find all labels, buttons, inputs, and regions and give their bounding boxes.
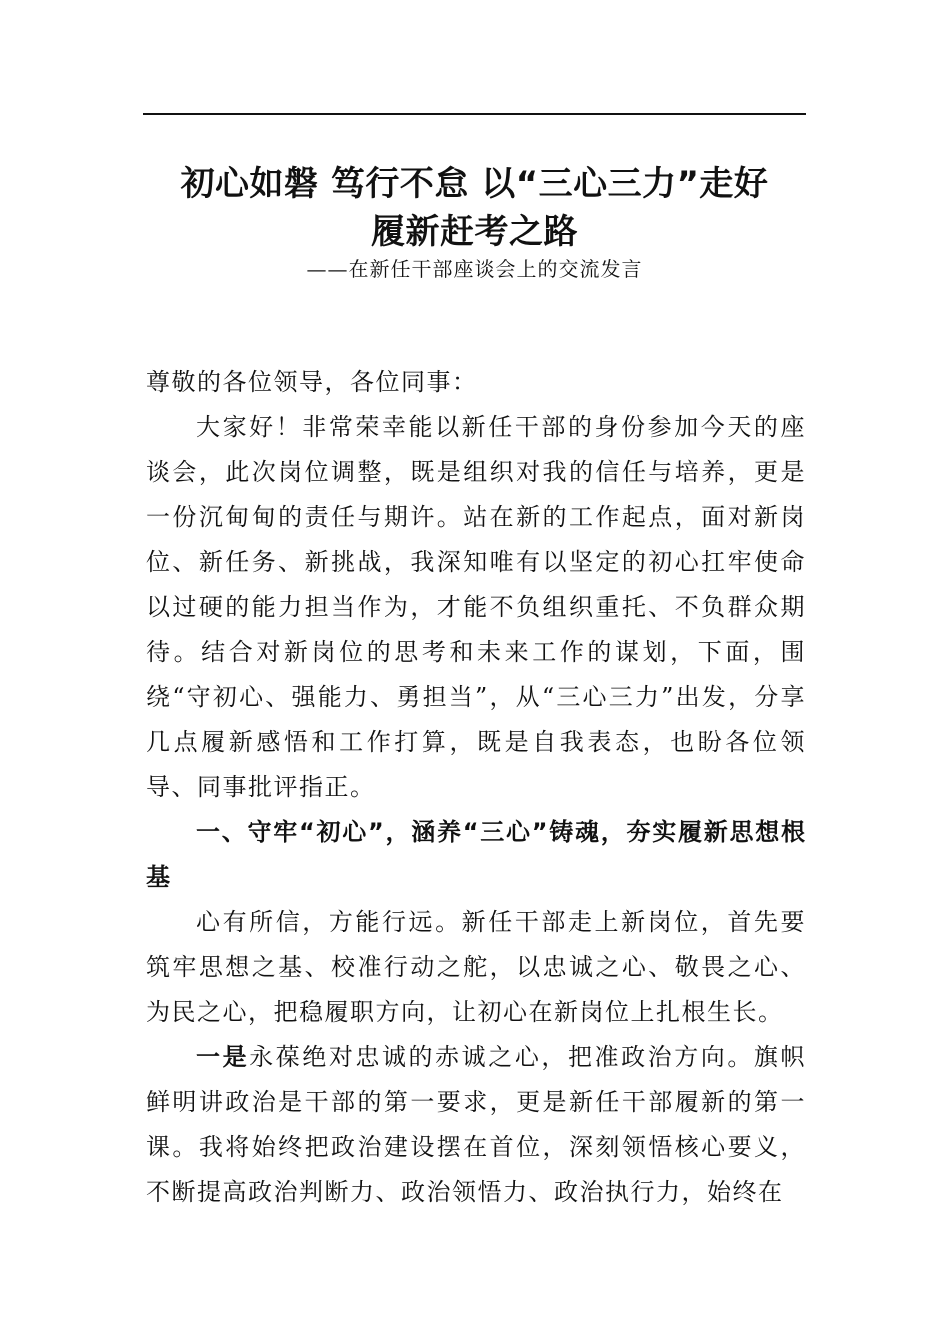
title-line-2: 履新赶考之路	[371, 212, 578, 252]
section-1-heading: 一、守牢“初心”，涵养“三心”铸魂，夯实履新思想根基	[146, 818, 806, 891]
section-1-paragraph: 心有所信，方能行远。新任干部走上新岗位，首先要筑牢思想之基、校准行动之舵，以忠诚之心、敬畏之心、为民之心，把稳履职方向，让初心在新岗位上扎根生长。	[146, 908, 806, 1026]
title-line-1: 初心如磐 笃行不怠 以“三心三力”走好	[180, 164, 769, 204]
document-subtitle: ——在新任干部座谈会上的交流发言	[306, 257, 643, 281]
document-title	[143, 160, 806, 256]
point-1-text: 永葆绝对忠诚的赤诚之心，把准政治方向。旗帜鲜明讲政治是干部的第一要求，更是新任干部履新的第一课。我将始终把政治建设摆在首位，深刻领悟核心要义，不断提高政治判断力、政治领悟力、政治执行力，始终在	[146, 1043, 807, 1206]
header-rule	[143, 113, 806, 115]
intro-paragraph: 大家好！非常荣幸能以新任干部的身份参加今天的座谈会，此次岗位调整，既是组织对我的信任与培养，更是一份沉甸甸的责任与期许。站在新的工作起点，面对新岗位、新任务、新挑战，我深知唯有以坚定的初心扛牢使命以过硬的能力担当作为，才能不负组织重托、不负群众期待。结合对新岗位的思考和未来工作的谋划，下面，围绕“守初心、强能力、勇担当”，从“三心三力”出发，分享几点履新感悟和工作打算，既是自我表态，也盼各位领导、同事批评指正。	[146, 413, 806, 801]
point-1-lead: 一是	[196, 1043, 250, 1071]
document-body	[146, 360, 806, 1215]
point-1-paragraph	[146, 1035, 806, 1215]
salutation: 尊敬的各位领导，各位同事：	[146, 368, 478, 396]
